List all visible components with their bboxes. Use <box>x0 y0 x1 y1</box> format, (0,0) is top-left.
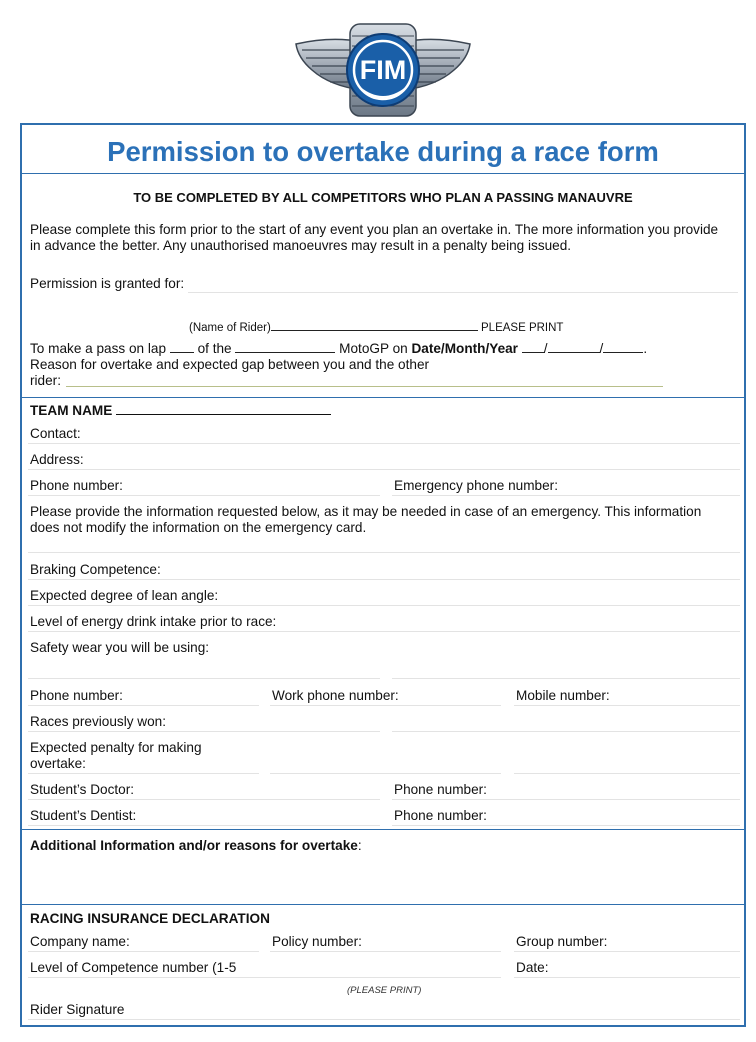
divider <box>20 829 746 830</box>
phone-input[interactable] <box>128 478 376 493</box>
group-label: Group number: <box>516 934 608 949</box>
insurance-heading: RACING INSURANCE DECLARATION <box>30 911 270 926</box>
additional-info-label: Additional Information and/or reasons for overtake <box>30 838 358 853</box>
permission-label: Permission is granted for: <box>30 276 185 291</box>
doctor-line <box>28 799 380 800</box>
name-of-rider-label: (Name of Rider) <box>189 322 271 334</box>
team-name-label: TEAM NAME <box>30 403 113 418</box>
team-name-row <box>30 403 331 418</box>
reason-line <box>66 386 663 387</box>
company-line <box>28 951 259 952</box>
phone-line <box>28 495 380 496</box>
signature-label: Rider Signature <box>30 1002 125 1017</box>
year-field[interactable] <box>603 341 643 353</box>
reason-input[interactable] <box>70 371 660 385</box>
policy-line <box>270 951 501 952</box>
additional-info-heading <box>30 838 362 853</box>
insurance-date-input[interactable] <box>554 960 734 975</box>
lap-field[interactable] <box>170 341 194 353</box>
doctor-phone-line <box>392 799 740 800</box>
contact-label: Contact: <box>30 426 81 441</box>
contact-line <box>28 443 740 444</box>
energy-drink-label: Level of energy drink intake prior to race: <box>30 614 277 629</box>
rider-name-field[interactable] <box>271 319 478 331</box>
divider <box>20 904 746 905</box>
group-input[interactable] <box>614 934 736 949</box>
energy-drink-line <box>28 631 740 632</box>
lean-angle-line <box>28 605 740 606</box>
mobile-line <box>514 705 740 706</box>
of-the-label: of the <box>197 341 232 356</box>
group-line <box>514 951 740 952</box>
braking-input[interactable] <box>168 562 728 577</box>
logo-text: FIM <box>359 55 407 85</box>
penalty-line <box>514 773 740 774</box>
company-input[interactable] <box>136 934 256 949</box>
races-won-input[interactable] <box>176 714 376 729</box>
doctor-label: Student’s Doctor: <box>30 782 135 797</box>
intro-line-2: in advance the better. Any unauthorised manoeuvres may result in a penalty being issued. <box>30 238 572 253</box>
day-field[interactable] <box>522 341 544 353</box>
policy-label: Policy number: <box>272 934 362 949</box>
safety-wear-line <box>28 678 380 679</box>
contacts-phone-line <box>28 705 259 706</box>
instruction-heading: TO BE COMPLETED BY ALL COMPETITORS WHO PLAN A PASSING MANAUVRE <box>133 190 633 205</box>
rider-name-row <box>189 319 563 334</box>
permission-input[interactable] <box>192 276 732 291</box>
contacts-phone-label: Phone number: <box>30 688 123 703</box>
emergency-phone-line <box>392 495 740 496</box>
doctor-phone-label: Phone number: <box>394 782 487 797</box>
lean-angle-input[interactable] <box>226 588 726 603</box>
competence-number-label: Level of Competence number (1-5 <box>30 960 237 975</box>
additional-info-textarea[interactable] <box>28 858 742 902</box>
address-input[interactable] <box>90 452 730 467</box>
team-name-field[interactable] <box>116 403 331 415</box>
dentist-phone-label: Phone number: <box>394 808 487 823</box>
month-field[interactable] <box>548 341 600 353</box>
policy-input[interactable] <box>368 934 498 949</box>
signature-line <box>28 1019 740 1020</box>
motogp-label: MotoGP on <box>339 341 408 356</box>
address-line <box>28 469 740 470</box>
date-label: Date/Month/Year <box>411 341 518 356</box>
fim-logo <box>292 6 474 120</box>
competence-number-line <box>28 977 501 978</box>
reason-line-2: rider: <box>30 373 61 388</box>
contact-input[interactable] <box>90 426 730 441</box>
info-line <box>28 552 740 553</box>
doctor-phone-input[interactable] <box>494 782 734 797</box>
braking-line <box>28 579 740 580</box>
insurance-date-line <box>514 977 740 978</box>
additional-info-colon: : <box>357 838 362 853</box>
doctor-input[interactable] <box>142 782 376 797</box>
penalty-label-2: overtake: <box>30 756 86 771</box>
lap-row: To make a pass on lap of the MotoGP on Date/Month/Year / / . <box>30 341 648 356</box>
races-won-label: Races previously won: <box>30 714 166 729</box>
please-print-label: PLEASE PRINT <box>481 322 564 334</box>
dentist-input[interactable] <box>144 808 376 823</box>
lean-angle-label: Expected degree of lean angle: <box>30 588 219 603</box>
form-title: Permission to overtake during a race form <box>107 136 659 167</box>
dentist-label: Student’s Dentist: <box>30 808 137 823</box>
work-phone-line <box>270 705 501 706</box>
phone-label: Phone number: <box>30 478 123 493</box>
permission-line <box>188 292 738 293</box>
emergency-info-line-1: Please provide the information requested below, as it may be needed in case of an emergency. This information <box>30 504 702 519</box>
work-phone-label: Work phone number: <box>272 688 399 703</box>
penalty-line <box>270 773 501 774</box>
intro-line-1: Please complete this form prior to the start of any event you plan an overtake in. The more information you provide <box>30 222 719 237</box>
dentist-line <box>28 825 380 826</box>
insurance-date-label: Date: <box>516 960 549 975</box>
company-label: Company name: <box>30 934 130 949</box>
race-field[interactable] <box>235 341 335 353</box>
races-won-line <box>392 731 740 732</box>
safety-wear-input[interactable] <box>218 640 728 655</box>
competence-number-input[interactable] <box>246 960 496 975</box>
energy-drink-input[interactable] <box>286 614 726 629</box>
penalty-line <box>28 773 259 774</box>
address-label: Address: <box>30 452 84 467</box>
emergency-info-line-2: does not modify the information on the emergency card. <box>30 520 367 535</box>
penalty-label-1: Expected penalty for making <box>30 740 202 755</box>
reason-line-1: Reason for overtake and expected gap between you and the other <box>30 357 430 372</box>
dentist-phone-input[interactable] <box>494 808 734 823</box>
please-print-note: (PLEASE PRINT) <box>347 985 422 996</box>
divider <box>20 397 746 398</box>
signature-input[interactable] <box>134 1002 734 1017</box>
mobile-label: Mobile number: <box>516 688 610 703</box>
safety-wear-label: Safety wear you will be using: <box>30 640 210 655</box>
divider <box>20 173 746 174</box>
safety-wear-line <box>392 678 740 679</box>
lap-label: To make a pass on lap <box>30 341 167 356</box>
emergency-phone-label: Emergency phone number: <box>394 478 558 493</box>
races-won-line <box>28 731 380 732</box>
dentist-phone-line <box>392 825 740 826</box>
braking-label: Braking Competence: <box>30 562 161 577</box>
emergency-phone-input[interactable] <box>566 478 736 493</box>
